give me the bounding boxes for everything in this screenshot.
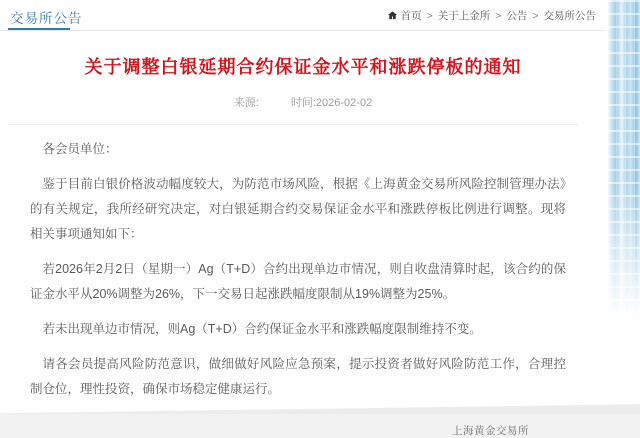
- building-decoration-image: [607, 0, 640, 335]
- breadcrumb-separator: >: [495, 9, 502, 22]
- article-title: 关于调整白银延期合约保证金水平和涨跌停板的通知: [84, 57, 522, 77]
- breadcrumb-item-home[interactable]: [387, 8, 422, 23]
- breadcrumb-item-notices[interactable]: 公告: [506, 10, 528, 22]
- salutation-paragraph: 各会员单位：: [42, 142, 118, 156]
- announcement-article: [0, 40, 606, 438]
- header-divider: [0, 30, 606, 31]
- body-paragraph: 鉴于目前白银价格波动幅度较大，为防范市场风险，根据《上海黄金交易所风险控制管理办法》的有关规定，我所经研究决定，对白银延期合约交易保证金水平和涨跌停板比例进行调整。现将相关事项通知如下：: [30, 177, 566, 241]
- article-body: [0, 125, 606, 402]
- breadcrumb: [387, 8, 596, 23]
- section-title: 交易所公告: [10, 11, 83, 26]
- article-meta: [0, 94, 606, 110]
- breadcrumb-item-exchange-notices[interactable]: 交易所公告: [543, 10, 596, 22]
- body-paragraph: 若2026年2月2日（星期一）Ag（T+D）合约出现单边市情况，则自收盘清算时起，该合约的保证金水平从20%调整为26%，下一交易日起涨跌幅度限制从19%调整为25%。: [30, 262, 566, 301]
- article-time-value: 2026-02-02: [315, 97, 373, 109]
- home-icon: [387, 10, 398, 21]
- body-paragraph: 请各会员提高风险防范意识，做细做好风险应急预案，提示投资者做好风险防范工作，合理控制仓位，理性投资，确保市场稳定健康运行。: [30, 357, 566, 396]
- breadcrumb-separator: >: [532, 9, 539, 22]
- body-paragraph: 若未出现单边市情况，则Ag（T+D）合约保证金水平和涨跌幅度限制维持不变。: [42, 322, 482, 336]
- article-source-label: 来源:: [233, 97, 259, 109]
- breadcrumb-item-about[interactable]: 关于上金所: [437, 10, 491, 22]
- article-time-label: 时间:: [290, 97, 316, 109]
- breadcrumb-separator: >: [426, 9, 433, 22]
- breadcrumb-home-label: 首页: [400, 10, 422, 22]
- article-signature: 上海黄金交易所: [452, 425, 529, 437]
